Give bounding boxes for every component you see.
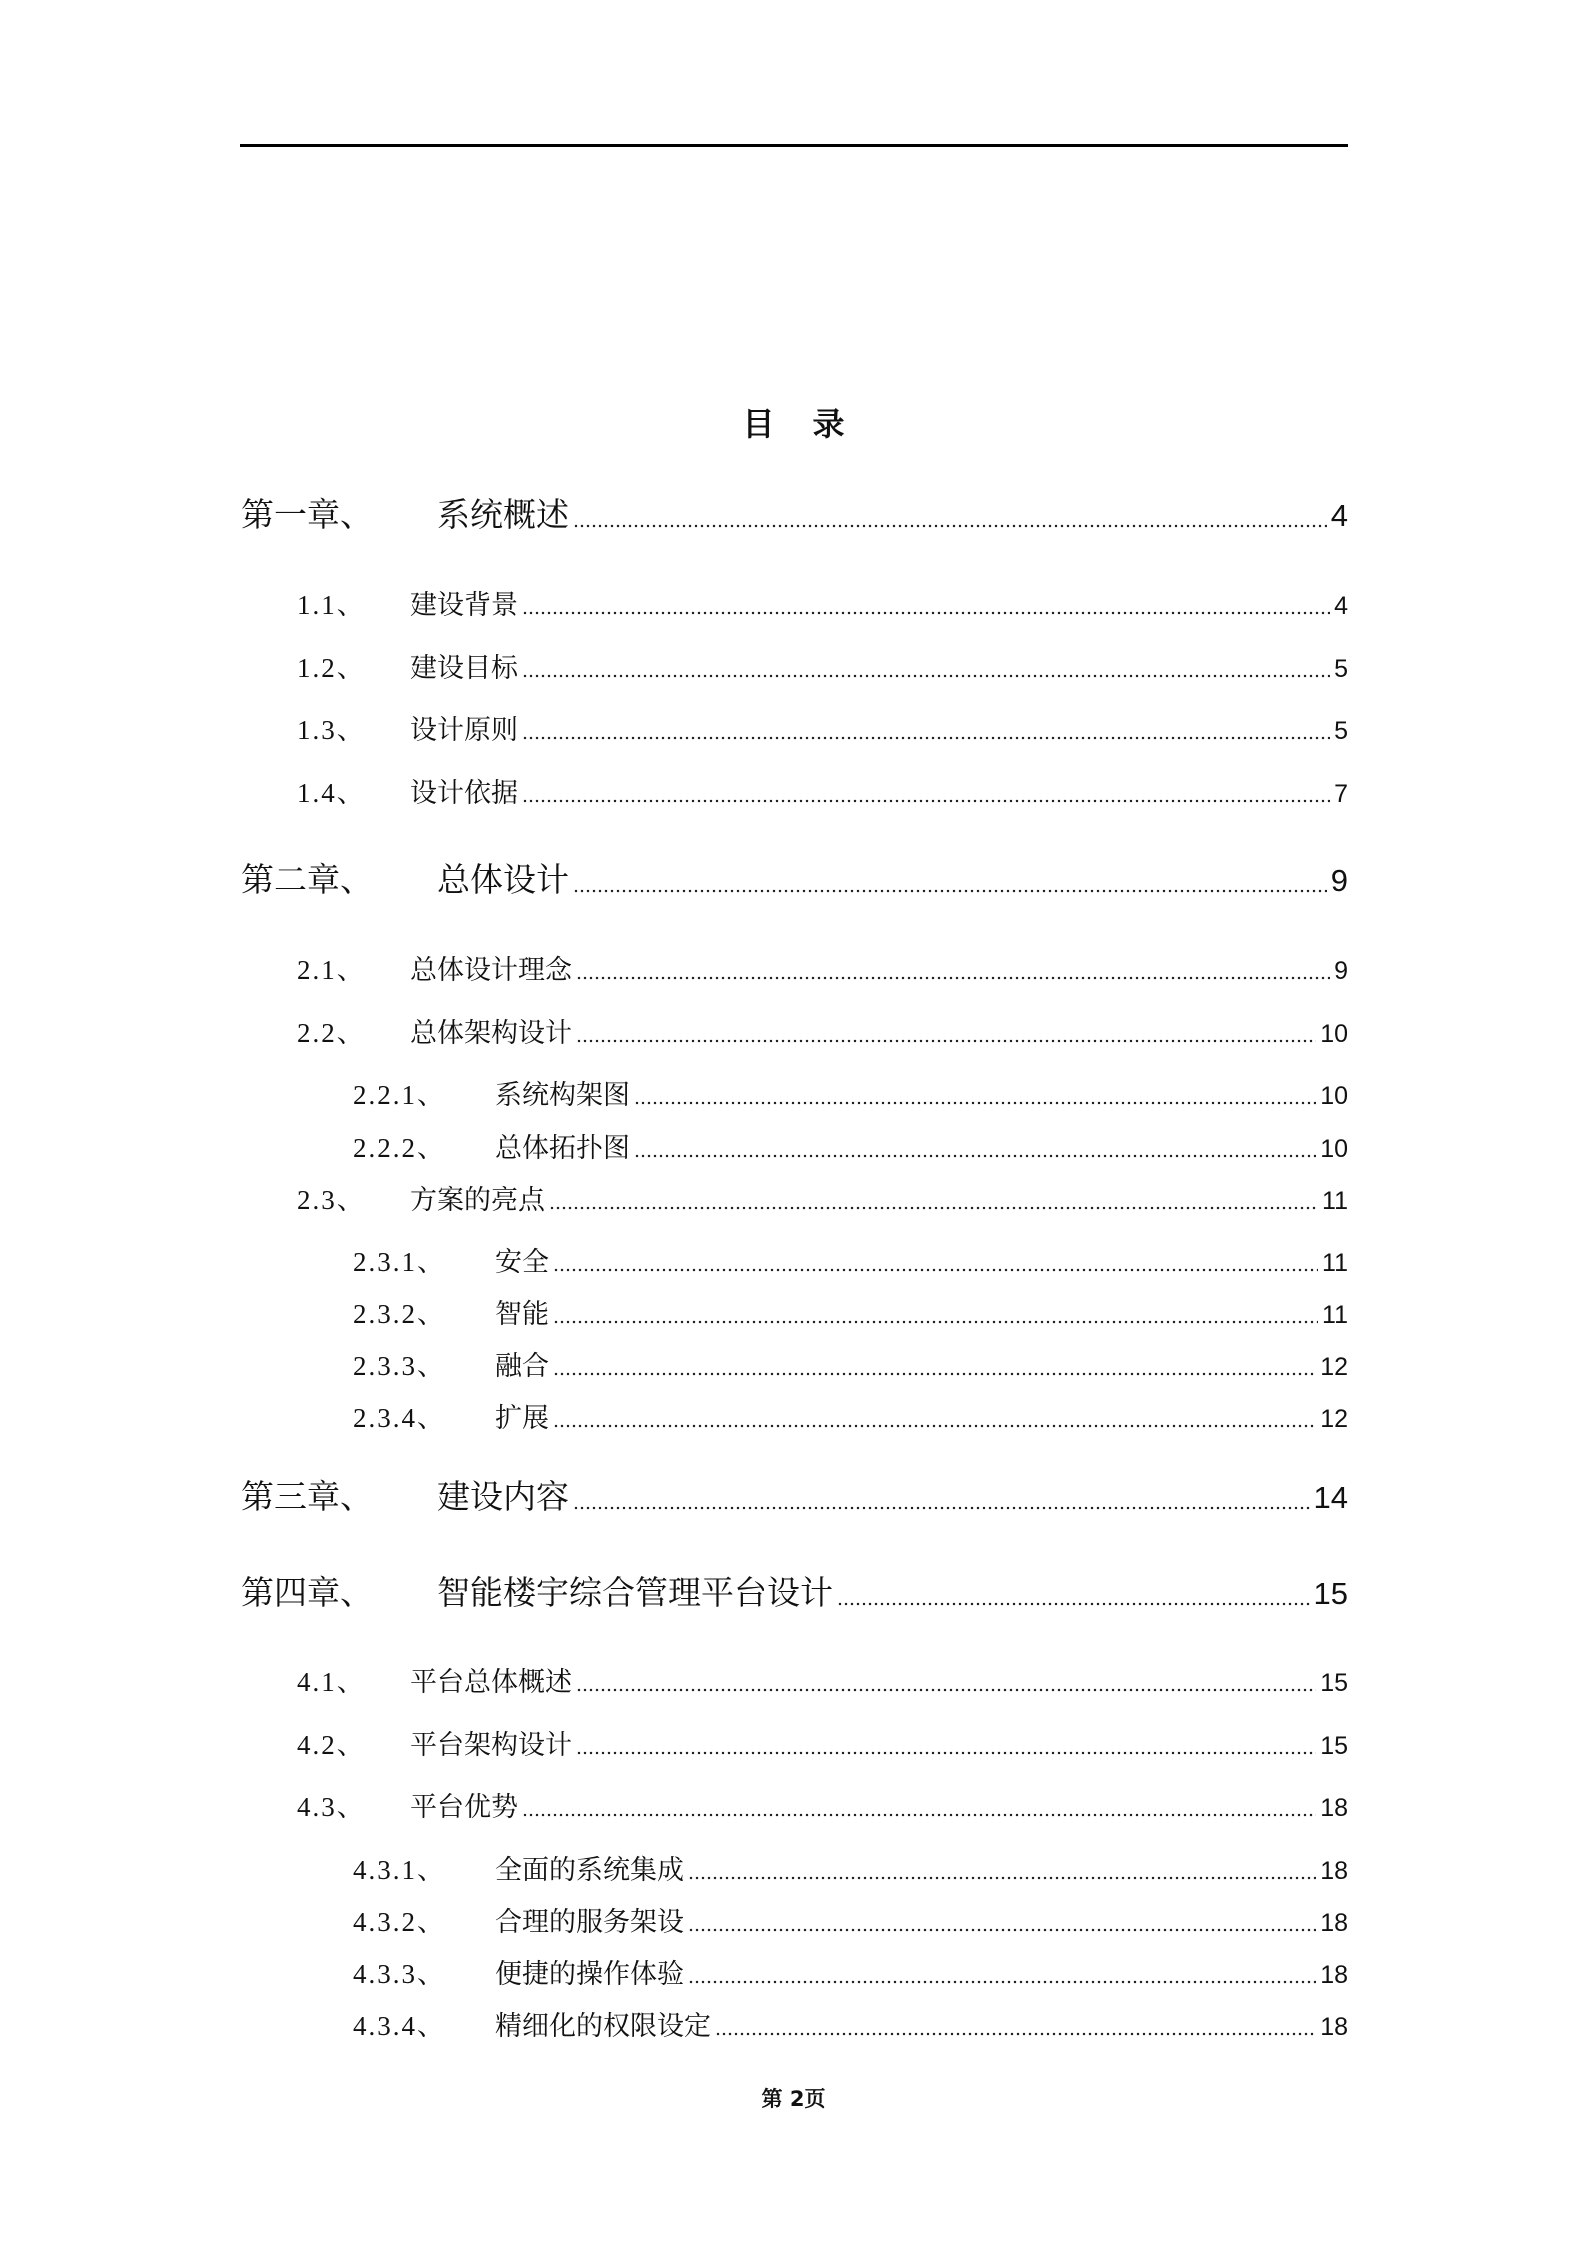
- toc-entry-page: 18: [1320, 1794, 1348, 1822]
- header-rule: [240, 144, 1348, 147]
- toc-entry-1-2[interactable]: [297, 650, 1348, 686]
- toc-entry-label: 建设目标: [410, 653, 518, 684]
- toc-entry-label: 建设内容: [437, 1477, 569, 1516]
- toc-entry-number: 4.1、: [297, 1667, 366, 1697]
- toc-entry-4-1[interactable]: [297, 1664, 1348, 1700]
- toc-entry-page: 11: [1322, 1301, 1348, 1329]
- toc-entry-page: 14: [1313, 1480, 1348, 1515]
- dot-leader: [634, 1154, 1316, 1158]
- toc-entry-page: 11: [1322, 1187, 1348, 1215]
- toc-entry-2-3-4[interactable]: [353, 1400, 1348, 1436]
- dot-leader: [522, 611, 1330, 615]
- dot-leader: [573, 889, 1327, 893]
- toc-entry-label: 融合: [495, 1351, 549, 1382]
- dot-leader: [553, 1424, 1316, 1428]
- toc-entry-number: 2.3.1、: [353, 1247, 446, 1277]
- toc-entry-2-3[interactable]: [297, 1182, 1348, 1218]
- dot-leader: [634, 1101, 1316, 1105]
- toc-entry-label: 便捷的操作体验: [495, 1959, 684, 1990]
- toc-entry-page: 18: [1320, 1961, 1348, 1989]
- toc-entry-number: 第二章、: [241, 863, 373, 899]
- dot-leader: [688, 1928, 1316, 1932]
- toc-entry-label: 平台总体概述: [410, 1667, 572, 1698]
- toc-entry-number: 4.3、: [297, 1792, 366, 1822]
- dot-leader: [549, 1206, 1318, 1210]
- toc-entry-page: 10: [1320, 1020, 1348, 1048]
- toc-entry-page: 15: [1313, 1576, 1348, 1611]
- toc-entry-number: 2.2、: [297, 1018, 366, 1048]
- toc-entry-chapter-4[interactable]: [241, 1571, 1348, 1615]
- toc-entry-page: 7: [1334, 780, 1348, 808]
- toc-entry-4-3[interactable]: [297, 1789, 1348, 1825]
- toc-entry-label: 设计依据: [410, 778, 518, 809]
- dot-leader: [837, 1602, 1310, 1606]
- toc-entry-2-3-1[interactable]: [353, 1244, 1348, 1280]
- dot-leader: [573, 1506, 1310, 1510]
- toc-entry-number: 1.1、: [297, 590, 366, 620]
- toc-entry-label: 方案的亮点: [410, 1185, 545, 1216]
- toc-entry-number: 2.2.1、: [353, 1080, 446, 1110]
- dot-leader: [688, 1876, 1316, 1880]
- toc-entry-2-3-3[interactable]: [353, 1348, 1348, 1384]
- toc-entry-1-3[interactable]: [297, 712, 1348, 748]
- toc-entry-label: 智能楼宇综合管理平台设计: [437, 1573, 833, 1612]
- dot-leader: [688, 1980, 1316, 1984]
- toc-entry-page: 18: [1320, 2013, 1348, 2041]
- dot-leader: [553, 1268, 1318, 1272]
- toc-entry-2-1[interactable]: [297, 952, 1348, 988]
- toc-entry-number: 1.4、: [297, 778, 366, 808]
- toc-entry-label: 总体设计理念: [410, 955, 572, 986]
- toc-entry-1-4[interactable]: [297, 775, 1348, 811]
- toc-entry-2-2[interactable]: [297, 1015, 1348, 1051]
- dot-leader: [573, 524, 1327, 528]
- dot-leader: [576, 1688, 1316, 1692]
- toc-entry-number: 第四章、: [241, 1576, 373, 1612]
- toc-entry-label: 总体拓扑图: [495, 1133, 630, 1164]
- toc-entry-number: 4.2、: [297, 1730, 366, 1760]
- dot-leader: [522, 1813, 1316, 1817]
- dot-leader: [576, 1751, 1316, 1755]
- toc-entry-label: 合理的服务架设: [495, 1907, 684, 1938]
- toc-entry-label: 系统概述: [437, 495, 569, 534]
- dot-leader: [576, 976, 1330, 980]
- toc-title: 目录: [742, 405, 883, 443]
- dot-leader: [715, 2032, 1316, 2036]
- toc-entry-number: 1.2、: [297, 653, 366, 683]
- toc-entry-number: 4.3.4、: [353, 2011, 446, 2041]
- toc-entry-page: 5: [1334, 717, 1348, 745]
- toc-entry-label: 平台优势: [410, 1792, 518, 1823]
- toc-entry-label: 智能: [495, 1299, 549, 1330]
- toc-entry-page: 15: [1320, 1732, 1348, 1760]
- toc-entry-page: 11: [1322, 1249, 1348, 1277]
- toc-entry-page: 10: [1320, 1135, 1348, 1163]
- toc-entry-label: 建设背景: [410, 590, 518, 621]
- toc-entry-chapter-2[interactable]: [241, 858, 1348, 902]
- toc-entry-page: 18: [1320, 1909, 1348, 1937]
- toc-entry-label: 系统构架图: [495, 1080, 630, 1111]
- toc-entry-4-3-1[interactable]: [353, 1852, 1348, 1888]
- toc-entry-4-3-3[interactable]: [353, 1956, 1348, 1992]
- toc-entry-number: 第三章、: [241, 1480, 373, 1516]
- toc-entry-page: 15: [1320, 1669, 1348, 1697]
- toc-entry-number: 4.3.2、: [353, 1907, 446, 1937]
- toc-entry-number: 2.3、: [297, 1185, 366, 1215]
- toc-entry-page: 4: [1334, 592, 1348, 620]
- toc-entry-number: 2.3.3、: [353, 1351, 446, 1381]
- dot-leader: [522, 674, 1330, 678]
- toc-entry-page: 9: [1330, 863, 1348, 898]
- toc-entry-page: 12: [1320, 1353, 1348, 1381]
- toc-entry-number: 2.1、: [297, 955, 366, 985]
- toc-entry-number: 2.3.4、: [353, 1403, 446, 1433]
- toc-entry-chapter-1[interactable]: [241, 493, 1348, 537]
- toc-entry-page: 10: [1320, 1082, 1348, 1110]
- toc-entry-page: 18: [1320, 1857, 1348, 1885]
- toc-entry-number: 2.3.2、: [353, 1299, 446, 1329]
- toc-entry-4-3-4[interactable]: [353, 2008, 1348, 2044]
- toc-entry-number: 第一章、: [241, 498, 373, 534]
- toc-entry-label: 安全: [495, 1247, 549, 1278]
- dot-leader: [522, 799, 1330, 803]
- toc-entry-label: 平台架构设计: [410, 1730, 572, 1761]
- dot-leader: [576, 1039, 1316, 1043]
- dot-leader: [553, 1320, 1318, 1324]
- toc-entry-page: 5: [1334, 655, 1348, 683]
- toc-entry-number: 4.3.1、: [353, 1855, 446, 1885]
- toc-entry-label: 精细化的权限设定: [495, 2011, 711, 2042]
- toc-entry-page: 4: [1330, 498, 1348, 533]
- toc-entry-label: 设计原则: [410, 715, 518, 746]
- toc-entry-number: 4.3.3、: [353, 1959, 446, 1989]
- toc-entry-chapter-3[interactable]: [241, 1475, 1348, 1519]
- toc-entry-1-1[interactable]: [297, 587, 1348, 623]
- toc-entry-number: 2.2.2、: [353, 1133, 446, 1163]
- toc-entry-2-2-2[interactable]: [353, 1130, 1348, 1166]
- toc-entry-2-2-1[interactable]: [353, 1077, 1348, 1113]
- dot-leader: [522, 736, 1330, 740]
- toc-entry-4-2[interactable]: [297, 1727, 1348, 1763]
- toc-entry-4-3-2[interactable]: [353, 1904, 1348, 1940]
- toc-entry-2-3-2[interactable]: [353, 1296, 1348, 1332]
- page-number-footer: 第 2页: [761, 2087, 826, 2111]
- toc-entry-label: 全面的系统集成: [495, 1855, 684, 1886]
- toc-entry-label: 总体设计: [437, 860, 569, 899]
- toc-entry-label: 总体架构设计: [410, 1018, 572, 1049]
- toc-entry-page: 12: [1320, 1405, 1348, 1433]
- toc-entry-page: 9: [1334, 957, 1348, 985]
- toc-entry-label: 扩展: [495, 1403, 549, 1434]
- dot-leader: [553, 1372, 1316, 1376]
- toc-entry-number: 1.3、: [297, 715, 366, 745]
